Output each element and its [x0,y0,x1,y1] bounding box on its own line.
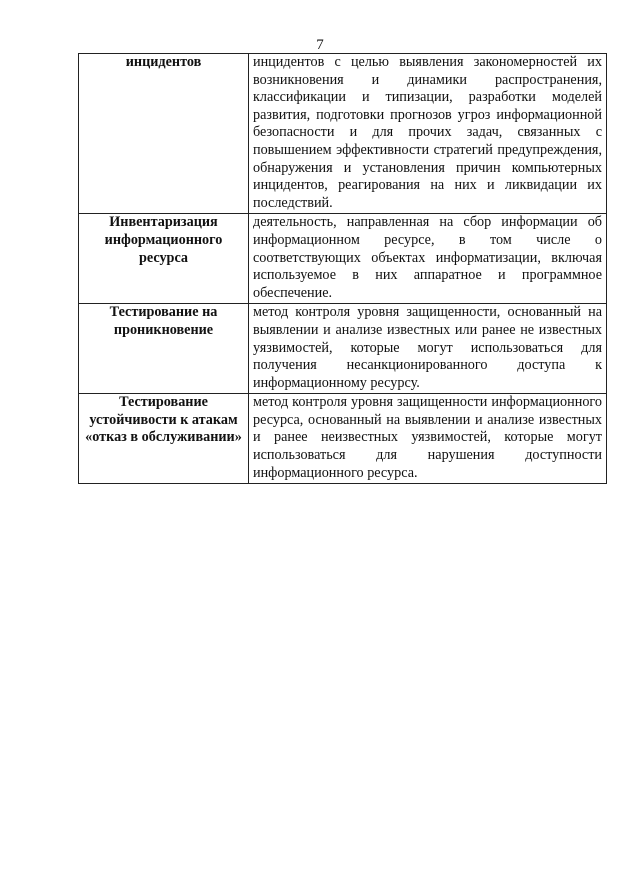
term-cell: Тестирование на проникновение [79,304,249,394]
table-row [79,54,607,214]
definitions-table [78,53,607,484]
definitions-table-body [79,54,607,484]
term-cell: Тестирование устойчивости к атакам «отказ в обслуживании» [79,394,249,484]
page-number: 7 [316,37,324,53]
term-cell: инцидентов [79,54,249,214]
definition-cell: инцидентов с целью выявления закономерностей их возникновения и динамики распространения, классификации и типизации, разработки моделей развития, подготовки прогнозов угроз информационной безопасности и для прочих задач, связанных с повышением эффективности стратегий предупреждения, обнаружения и установления причин компьютерных инцидентов, реагирования на них и ликвидации их последствий. [249,54,607,214]
term-cell: Инвентаризация информационного ресурса [79,214,249,304]
table-row [79,394,607,484]
definition-cell: метод контроля уровня защищенности, основанный на выявлении и анализе известных или ранее не известных уязвимостей, которые могут использоваться для получения несанкционированного доступа к информационному ресурсу. [249,304,607,394]
definition-cell: метод контроля уровня защищенности информационного ресурса, основанный на выявлении и анализе известных и ранее неизвестных уязвимостей, которые могут использоваться для нарушения доступности информационного ресурса. [249,394,607,484]
table-row [79,304,607,394]
table-row [79,214,607,304]
definition-cell: деятельность, направленная на сбор информации об информационном ресурсе, в том числе о соответствующих объектах информатизации, включая используемое в них аппаратное и программное обеспечение. [249,214,607,304]
